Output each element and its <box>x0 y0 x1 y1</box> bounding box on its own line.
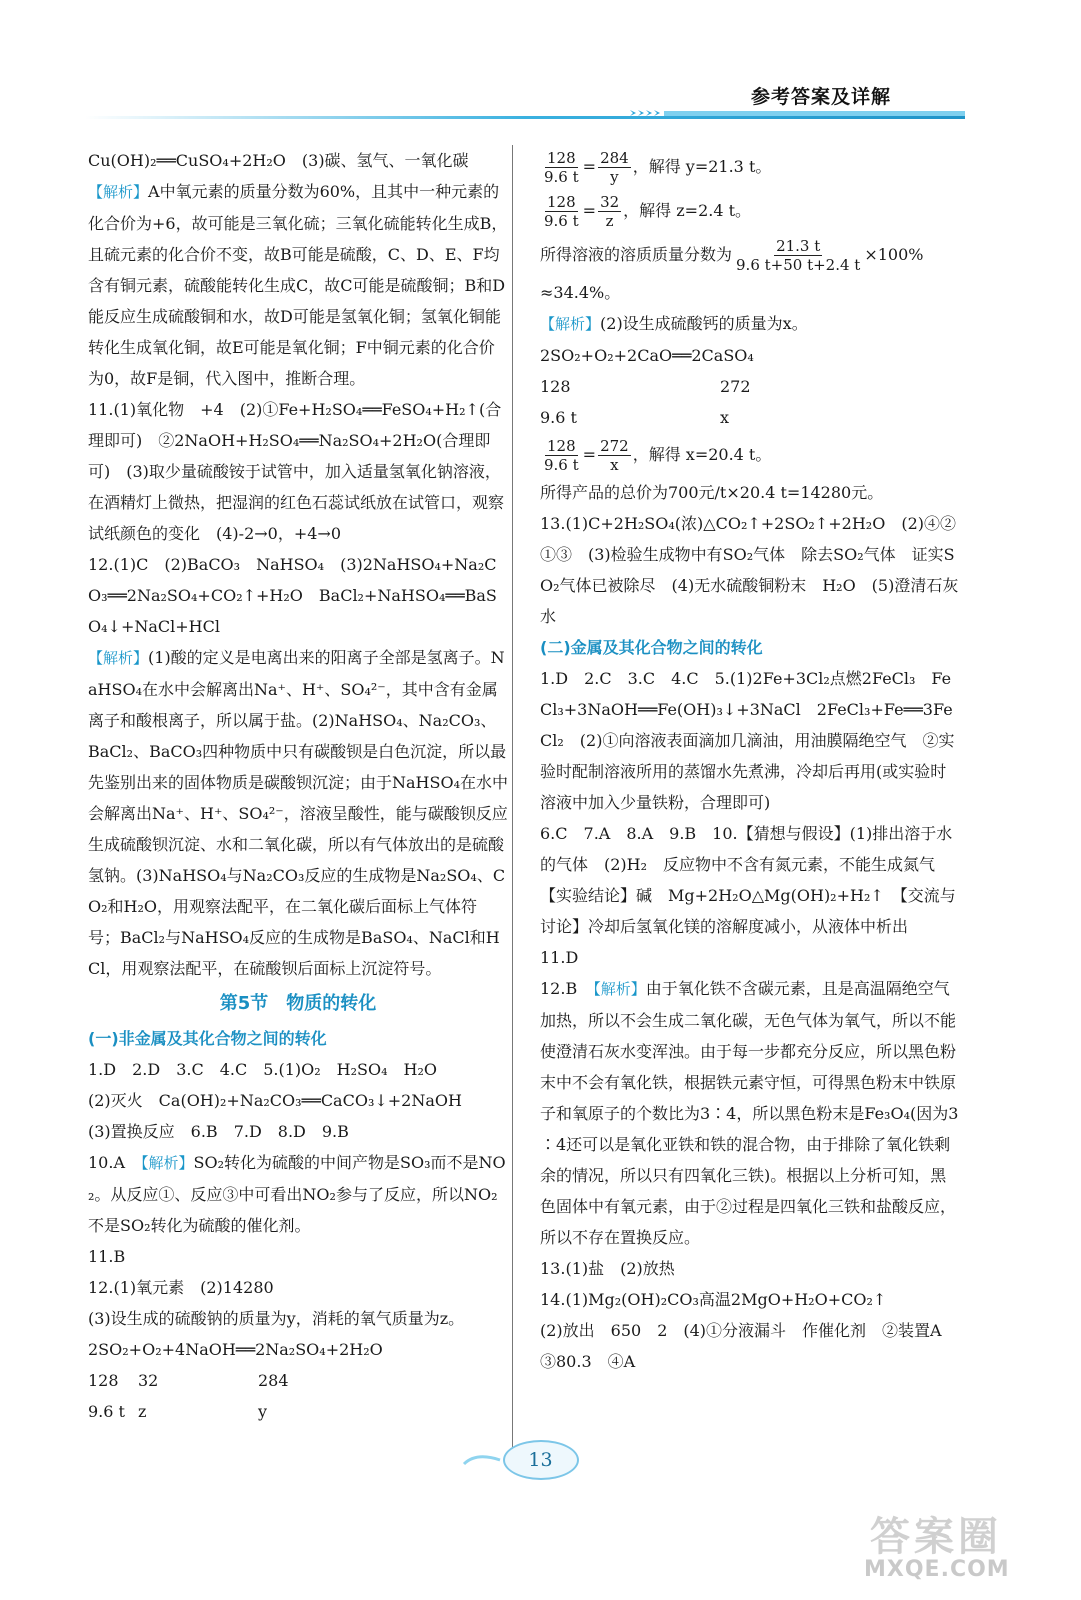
answer-line: (3)置换反应 6.B 7.D 8.D 9.B <box>88 1122 349 1141</box>
answer-line: (2)放出 650 2 (4)①分液漏斗 作催化剂 ②装置A ③80.3 ④A <box>540 1321 958 1371</box>
page-number-text: 13 <box>503 1440 579 1480</box>
fraction-equation: $\frac{128}{9.6 t}$ = $\frac{284}{y}$ ，解得 y=21.3 t。 <box>544 149 772 186</box>
fraction-lead: 所得溶液的溶质质量分数为 <box>540 245 733 264</box>
analysis-tag: 【解析】 <box>593 980 646 998</box>
answer-q13: 13.(1)C+2H₂SO₄(浓)△CO₂↑+2SO₂↑+2H₂O (2)④②①③ (3)检验生成物中有SO₂气体 除去SO₂气体 证实SO₂气体已被除尽 (4)无水硫酸铜粉末 H₂O (5)澄清石灰水 <box>540 514 959 626</box>
fraction <box>542 193 581 230</box>
section-title: 第5节 物质的转化 <box>219 993 377 1014</box>
subsection-title: (二)金属及其化合物之间的转化 <box>540 638 763 657</box>
fraction-equation <box>540 233 960 277</box>
denominator: 9.6 t <box>544 456 579 474</box>
answer-line: 12.(1)氧元素 (2)14280 <box>88 1278 274 1297</box>
page-header <box>0 0 1081 130</box>
answer-line: 1.D 2.D 3.C 4.C 5.(1)O₂ H₂SO₄ H₂O <box>88 1060 438 1079</box>
answer-line: 所得产品的总价为700元/t×20.4 t=14280元。 <box>540 483 884 502</box>
numerator: 284 <box>600 149 629 167</box>
mass-cell: x <box>720 408 730 427</box>
mass-row <box>540 371 960 402</box>
mass-cell: 9.6 t <box>88 1402 125 1421</box>
analysis-block <box>88 176 508 394</box>
numerator: 128 <box>547 149 576 167</box>
answer-line: 11.B <box>88 1247 126 1266</box>
fraction-result: ，解得 x=20.4 t。 <box>632 445 772 464</box>
mass-cell: 128 <box>540 377 571 396</box>
analysis-text: (2)设生成硫酸钙的质量为x。 <box>600 314 808 333</box>
numerator: 128 <box>547 437 576 455</box>
fraction-result: ，解得 y=21.3 t。 <box>632 157 772 176</box>
denominator: 9.6 t <box>544 212 579 230</box>
mass-cell: 128 <box>88 1371 119 1390</box>
numerator: 32 <box>600 193 620 211</box>
fraction <box>598 149 631 186</box>
subsection-title: (一)非金属及其化合物之间的转化 <box>88 1029 327 1048</box>
answer-line: ≈34.4%。 <box>540 283 621 302</box>
header-title: 参考答案及详解 <box>750 86 891 108</box>
mass-cell: 272 <box>720 377 751 396</box>
watermark-logo <box>860 1505 1070 1595</box>
equation: 2SO₂+O₂+4NaOH══2Na₂SO₄+2H₂O <box>88 1340 383 1359</box>
fraction <box>598 437 631 474</box>
answer-block: 1.D 2.C 3.C 4.C 5.(1)2Fe+3Cl₂点燃2FeCl₃ FeCl₃+3NaOH══Fe(OH)₃↓+3NaCl 2FeCl₃+Fe══3FeCl₂ (2)①向溶液表面滴加几滴油，用油膜隔绝空气 ②实验时配制溶液所用的蒸馏水先煮沸，冷却后再用(或实验时溶液中加入少量铁粉，合理即可) <box>540 669 955 812</box>
mass-cell: 284 <box>258 1371 289 1390</box>
answer-line: 13.(1)盐 (2)放热 <box>540 1259 675 1278</box>
fraction <box>542 437 581 474</box>
fraction-result: ×100% <box>864 245 924 264</box>
analysis-text: (1)酸的定义是电离出来的阳离子全部是氢离子。NaHSO₄在水中会解离出Na⁺、H⁺、SO₄²⁻，其中含有金属离子和酸根离子，所以属于盐。(2)NaHSO₄、Na₂CO₃、BaCl₂、BaCO₃四种物质中只有碳酸钡是白色沉淀，所以最先鉴别出来的固体物质是碳酸钡沉淀；由于NaHSO₄在水中会解离出Na⁺、H⁺、SO₄²⁻，溶液呈酸性，能与碳酸钡反应生成硫酸钡沉淀、水和二氧化碳，所以有气体放出的是硫酸氢钠。(3)NaHSO₄与Na₂CO₃反应的生成物是Na₂SO₄、CO₂和H₂O，用观察法配平，在二氧化碳后面标上气体符号；BaCl₂与NaHSO₄反应的生成物是BaSO₄、NaCl和HCl，用观察法配平，在硫酸钡后面标上沉淀符号。 <box>88 648 508 978</box>
numerator: 21.3 t <box>776 237 821 255</box>
analysis-text: A中氧元素的质量分数为60%，且其中一种元素的化合价为+6，故可能是三氧化硫；三氧化硫能转化生成B，且硫元素的化合价不变，故B可能是硫酸，C、D、E、F均含有铜元素，硫酸能转化生成C，故C可能是硫酸铜；B和D能反应生成硫酸铜和水，故D可能是氢氧化铜；氢氧化铜能转化生成氧化铜，故E可能是氧化铜；F中铜元素的化合价为0，故F是铜，代入图中，推断合理。 <box>88 182 508 388</box>
equation: 2SO₂+O₂+2CaO══2CaSO₄ <box>540 346 754 365</box>
fraction <box>734 237 862 274</box>
analysis-block <box>88 642 508 984</box>
denominator: y <box>610 168 619 186</box>
answer-q11: 11.(1)氧化物 +4 (2)①Fe+H₂SO₄══FeSO₄+H₂↑(合理即可) ②2NaOH+H₂SO₄══Na₂SO₄+2H₂O(合理即可) (3)取少量硫酸铵于试管中，加入适量氢氧化钠溶液，在酒精灯上微热，把湿润的红色石蕊试纸放在试管口，观察试纸颜色的变化 (4)-2→0，+4→0 <box>88 400 505 543</box>
answer-num: 10.A <box>88 1153 125 1172</box>
fraction-result: ，解得 z=2.4 t。 <box>623 201 752 220</box>
answer-block: 6.C 7.A 8.A 9.B 10.【猜想与假设】(1)排出溶于水的气体 (2)H₂ 反应物中不含有氮元素，不能生成氮气 【实验结论】碱 Mg+2H₂O△Mg(OH)₂+H₂↑ 【交流与讨论】冷却后氢氧化镁的溶解度减小，从液体中析出 <box>540 824 956 936</box>
denominator: 9.6 t <box>544 168 579 186</box>
fraction <box>598 193 621 230</box>
numerator: 128 <box>547 193 576 211</box>
analysis-tag: 【解析】 <box>141 1154 194 1172</box>
mass-cell: y <box>258 1402 268 1421</box>
answer-line: (2)灭火 Ca(OH)₂+Na₂CO₃══CaCO₃↓+2NaOH <box>88 1091 462 1110</box>
fraction <box>542 149 581 186</box>
mass-row <box>88 1396 508 1427</box>
answer-line: 14.(1)Mg₂(OH)₂CO₃高温2MgO+H₂O+CO₂↑ <box>540 1290 887 1309</box>
right-column <box>540 145 960 1377</box>
analysis-text: 由于氧化铁不含碳元素，且是高温隔绝空气加热，所以不会生成二氧化碳，无色气体为氧气，所以不能使澄清石灰水变浑浊。由于每一步都充分反应，所以黑色粉末中不会有氧化铁，根据铁元素守恒，可得黑色粉末中铁原子和氧原子的个数比为3∶4，所以黑色粉末是Fe₃O₄(因为3∶4还可以是氧化亚铁和铁的混合物，由于排除了氧化铁剩余的情况，所以只有四氧化三铁)。根据以上分析可知，黑色固体中有氧元素，由于②过程是四氧化三铁和盐酸反应，所以不存在置换反应。 <box>540 979 959 1247</box>
analysis-text: SO₂转化为硫酸的中间产物是SO₃而不是NO₂。从反应①、反应③中可看出NO₂参与了反应，所以NO₂不是SO₂转化为硫酸的催化剂。 <box>88 1153 506 1235</box>
fraction-equation: $\frac{128}{9.6 t}$ = $\frac{272}{x}$ ，解得 x=20.4 t。 <box>544 437 772 474</box>
denominator: x <box>610 456 619 474</box>
answer-line: 11.D <box>540 948 579 967</box>
page-number <box>0 1440 1081 1480</box>
analysis-tag: 【解析】 <box>88 649 149 667</box>
mass-cell: 32 <box>138 1371 159 1390</box>
mass-row <box>540 402 960 433</box>
answer-line: Cu(OH)₂══CuSO₄+2H₂O (3)碳、氢气、一氧化碳 <box>88 151 469 170</box>
analysis-tag: 【解析】 <box>540 315 601 333</box>
left-column <box>88 145 508 1427</box>
analysis-block <box>88 1147 508 1241</box>
numerator: 272 <box>600 437 629 455</box>
fraction-equation: $\frac{128}{9.6 t}$ = $\frac{32}{z}$ ，解得 z=2.4 t。 <box>544 193 752 230</box>
answer-q12: 12.(1)C (2)BaCO₃ NaHSO₄ (3)2NaHSO₄+Na₂CO₃══2Na₂SO₄+CO₂↑+H₂O BaCl₂+NaHSO₄══BaSO₄↓+NaCl+HCl <box>88 555 497 636</box>
watermark-text: 答案圈 <box>870 1514 1002 1560</box>
mass-row <box>88 1365 508 1396</box>
answer-num: 12.B <box>540 979 578 998</box>
denominator: z <box>605 212 614 230</box>
analysis-block <box>540 973 960 1253</box>
mass-cell: z <box>138 1402 147 1421</box>
answer-line: (3)设生成的硫酸钠的质量为y，消耗的氧气质量为z。 <box>88 1309 465 1328</box>
watermark-url: MXQE.COM <box>864 1557 1010 1582</box>
column-divider <box>512 145 513 1455</box>
analysis-block <box>540 308 960 340</box>
analysis-tag: 【解析】 <box>88 183 149 201</box>
header-rule <box>85 116 965 119</box>
denominator: 9.6 t+50 t+2.4 t <box>736 256 861 274</box>
mass-cell: 9.6 t <box>540 408 577 427</box>
